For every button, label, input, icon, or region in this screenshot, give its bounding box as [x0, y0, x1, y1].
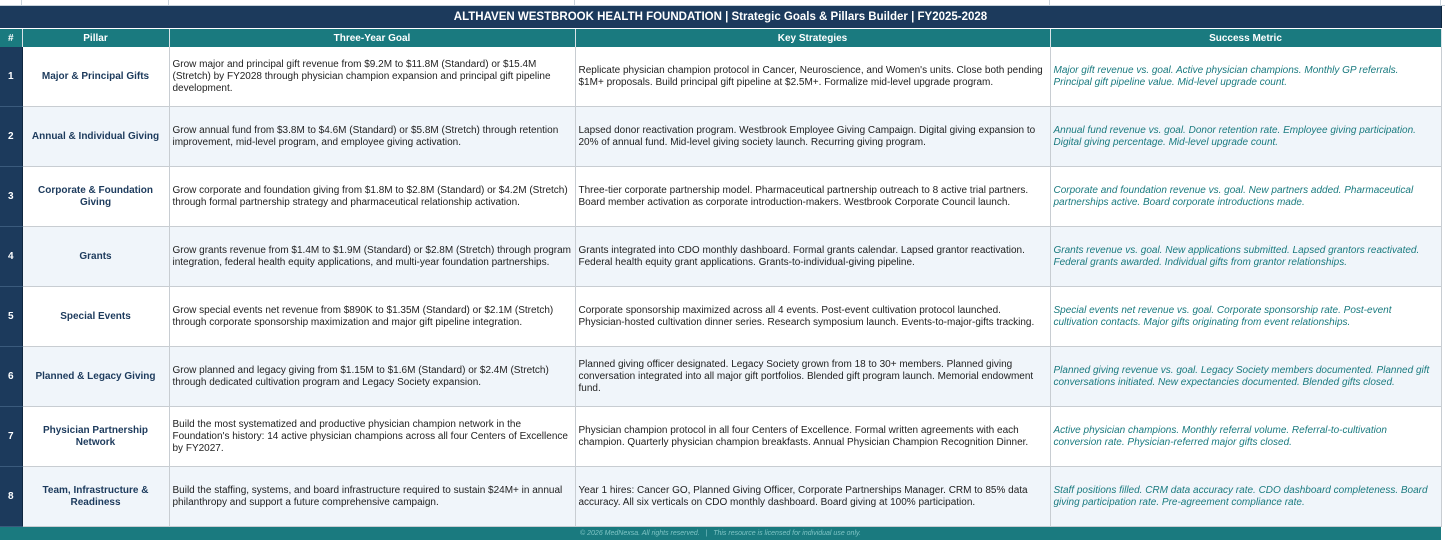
goal-cell[interactable]: Grow annual fund from $3.8M to $4.6M (Standard) or $5.8M (Stretch) through retention improvement, mid-level program, and employee giving activation. [169, 107, 575, 167]
pillar-cell[interactable]: Annual & Individual Giving [22, 107, 169, 167]
goal-cell[interactable]: Grow special events net revenue from $890K to $1.35M (Standard) or $2.1M (Stretch) through corporate sponsorship maximization and major gift pipeline integration. [169, 287, 575, 347]
strategies-cell[interactable]: Three-tier corporate partnership model. Pharmaceutical partnership outreach to 8 active trial partners. Board member activation as corporate introduction-makers. Westbrook Corporate Council launch. [575, 167, 1050, 227]
goal-cell[interactable]: Grow major and principal gift revenue from $9.2M to $11.8M (Standard) or $15.4M (Stretch) by FY2028 through physician champion expansion and principal gift pipeline development. [169, 47, 575, 107]
empty-grid-area[interactable] [0, 540, 1445, 551]
pillar-cell[interactable]: Corporate & Foundation Giving [22, 167, 169, 227]
header-row [0, 29, 1441, 47]
table-row [0, 407, 1441, 467]
metric-cell[interactable]: Special events net revenue vs. goal. Corporate sponsorship rate. Post-event cultivation contacts. Major gifts originating from event relationships. [1050, 287, 1441, 347]
table-row [0, 347, 1441, 407]
goal-cell[interactable]: Build the most systematized and productive physician champion network in the Foundation's history: 14 active physician champions across all four Centers of Excellence by FY2027. [169, 407, 575, 467]
header-num[interactable]: # [0, 29, 22, 47]
header-strategies[interactable]: Key Strategies [575, 29, 1050, 47]
goal-cell[interactable]: Grow grants revenue from $1.4M to $1.9M (Standard) or $2.8M (Stretch) through program integration, federal health equity applications, and multi-year foundation partnerships. [169, 227, 575, 287]
header-metric[interactable]: Success Metric [1050, 29, 1441, 47]
table-row [0, 287, 1441, 347]
table-row [0, 227, 1441, 287]
strategies-cell[interactable]: Physician champion protocol in all four Centers of Excellence. Formal written agreements with each champion. Quarterly physician champion breakfasts. Annual Physician Champion Recognition Dinner. [575, 407, 1050, 467]
strategies-cell[interactable]: Lapsed donor reactivation program. Westbrook Employee Giving Campaign. Digital giving expansion to 20% of annual fund. Mid-level giving society launch. Recurring giving program. [575, 107, 1050, 167]
pillar-cell[interactable]: Physician Partnership Network [22, 407, 169, 467]
row-number[interactable]: 7 [0, 407, 22, 467]
strategies-cell[interactable]: Replicate physician champion protocol in Cancer, Neuroscience, and Women's units. Close both pending $1M+ proposals. Build principal gift pipeline at $2.5M+. Formalize mid-level upgrade program. [575, 47, 1050, 107]
metric-cell[interactable]: Grants revenue vs. goal. New applications submitted. Lapsed grantors reactivated. Federal grants awarded. Individual gifts from grantor relationships. [1050, 227, 1441, 287]
pillar-cell[interactable]: Special Events [22, 287, 169, 347]
strategies-cell[interactable]: Corporate sponsorship maximized across all 4 events. Post-event cultivation protocol launched. Physician-hosted cultivation dinner series. Research symposium launch. Events-to-major-gifts tracking. [575, 287, 1050, 347]
pillar-cell[interactable]: Grants [22, 227, 169, 287]
sheet-title[interactable]: ALTHAVEN WESTBROOK HEALTH FOUNDATION | Strategic Goals & Pillars Builder | FY2025-2028 [0, 6, 1442, 28]
goals-table [0, 29, 1442, 527]
goal-cell[interactable]: Grow corporate and foundation giving from $1.8M to $2.8M (Standard) or $4.2M (Stretch) through formal partnership strategy and pharmaceutical relationship activation. [169, 167, 575, 227]
row-number[interactable]: 5 [0, 287, 22, 347]
metric-cell[interactable]: Active physician champions. Monthly referral volume. Referral-to-cultivation conversion rate. Physician-referred major gifts closed. [1050, 407, 1441, 467]
strategies-cell[interactable]: Year 1 hires: Cancer GO, Planned Giving Officer, Corporate Partnerships Manager. CRM to 85% data accuracy. All six verticals on CDO monthly dashboard. Board giving at 100% participation. [575, 467, 1050, 527]
row-number[interactable]: 3 [0, 167, 22, 227]
copyright-footer[interactable]: © 2026 MedNexsa. All rights reserved. | This resource is licensed for individual use only. [0, 527, 1441, 540]
strategies-cell[interactable]: Planned giving officer designated. Legacy Society grown from 18 to 30+ members. Planned giving conversation integrated into all major gift portfolios. Blended gift program launch. Memorial endowment fund. [575, 347, 1050, 407]
goal-cell[interactable]: Build the staffing, systems, and board infrastructure required to sustain $24M+ in annual philanthropy and support a future comprehensive campaign. [169, 467, 575, 527]
metric-cell[interactable]: Annual fund revenue vs. goal. Donor retention rate. Employee giving participation. Digital giving percentage. Mid-level upgrade count. [1050, 107, 1441, 167]
header-pillar[interactable]: Pillar [22, 29, 169, 47]
metric-cell[interactable]: Staff positions filled. CRM data accuracy rate. CDO dashboard completeness. Board giving participation rate. Pre-agreement compliance rate. [1050, 467, 1441, 527]
metric-cell[interactable]: Corporate and foundation revenue vs. goal. New partners added. Pharmaceutical partnerships active. Board corporate introductions made. [1050, 167, 1441, 227]
row-number[interactable]: 6 [0, 347, 22, 407]
pillar-cell[interactable]: Team, Infrastructure & Readiness [22, 467, 169, 527]
row-number[interactable]: 4 [0, 227, 22, 287]
row-number[interactable]: 8 [0, 467, 22, 527]
metric-cell[interactable]: Planned giving revenue vs. goal. Legacy Society members documented. Planned gift conversations initiated. New expectancies documented. Blended gifts closed. [1050, 347, 1441, 407]
pillar-cell[interactable]: Planned & Legacy Giving [22, 347, 169, 407]
pillar-cell[interactable]: Major & Principal Gifts [22, 47, 169, 107]
goal-cell[interactable]: Grow planned and legacy giving from $1.15M to $1.6M (Standard) or $2.4M (Stretch) through dedicated cultivation program and Legacy Society expansion. [169, 347, 575, 407]
row-number[interactable]: 1 [0, 47, 22, 107]
header-goal[interactable]: Three-Year Goal [169, 29, 575, 47]
table-row [0, 47, 1441, 107]
strategies-cell[interactable]: Grants integrated into CDO monthly dashboard. Formal grants calendar. Lapsed grantor reactivation. Federal health equity grant applications. Grants-to-individual-giving pipeline. [575, 227, 1050, 287]
table-row [0, 467, 1441, 527]
metric-cell[interactable]: Major gift revenue vs. goal. Active physician champions. Monthly GP referrals. Principal gift pipeline value. Mid-level upgrade count. [1050, 47, 1441, 107]
table-row [0, 107, 1441, 167]
table-row [0, 167, 1441, 227]
row-number[interactable]: 2 [0, 107, 22, 167]
